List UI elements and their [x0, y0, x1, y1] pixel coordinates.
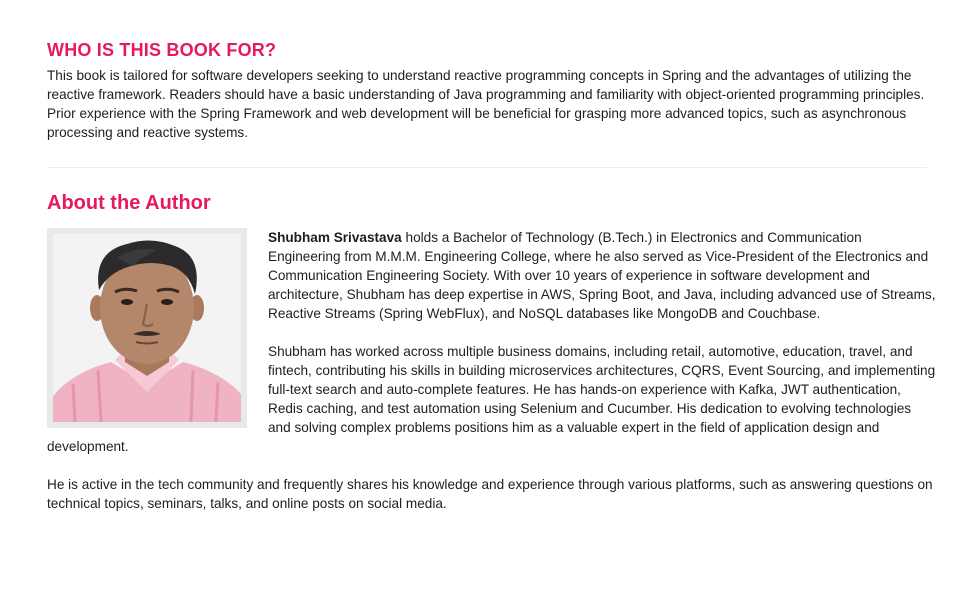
book-info-page — [47, 38, 937, 513]
author-bio-intro-text: holds a Bachelor of Technology (B.Tech.) in Electronics and Communication Engineering from M.M.M. Engineering College, where he also served as Vice-President of the Electronics and Communication Engineering Society. With over 10 years of experience in software development and architecture, Shubham has deep expertise in AWS, Spring Boot, and Java, including advanced use of Streams, Reactive Streams (Spring WebFlux), and NoSQL databases like MongoDB and Couchbase. — [268, 230, 936, 321]
author-bio-domains: Shubham has worked across multiple business domains, including retail, automotive, education, travel, and fintech, contributing his skills in building microservices architectures, CQRS, Event Sourcing, and implementing full-text search and auto-complete features. He has hands-on experience with Kafka, JWT authentication, Redis caching, and test automation using Selenium and Cucumber. His dedication to evolving technologies and solving complex problems positions him as a valuable expert in the field of application design and development. — [47, 344, 936, 454]
about-author-body — [47, 228, 937, 513]
who-is-this-book-for-text: This book is tailored for software developers seeking to understand reactive programming concepts in Spring and the advantages of utilizing the reactive framework. Readers should have a basic understanding of Java programming and familiarity with object-oriented programming principles. Prior experience with the Spring Framework and web development will be beneficial for grasping more advanced topics, such as asynchronous processing and reactive systems. — [47, 68, 925, 140]
author-portrait-illustration — [53, 234, 241, 422]
author-bio-community: He is active in the tech community and frequently shares his knowledge and experience through various platforms, such as answering questions on technical topics, seminars, talks, and online posts on social media. — [47, 477, 933, 511]
author-photo-frame — [47, 228, 247, 428]
paragraph-spacer — [47, 456, 937, 475]
who-is-this-book-for-heading: WHO IS THIS BOOK FOR? — [47, 40, 277, 60]
about-the-author-heading: About the Author — [47, 192, 211, 214]
author-photo — [53, 234, 241, 422]
author-name: Shubham Srivastava — [268, 230, 402, 245]
section-divider — [47, 167, 927, 168]
